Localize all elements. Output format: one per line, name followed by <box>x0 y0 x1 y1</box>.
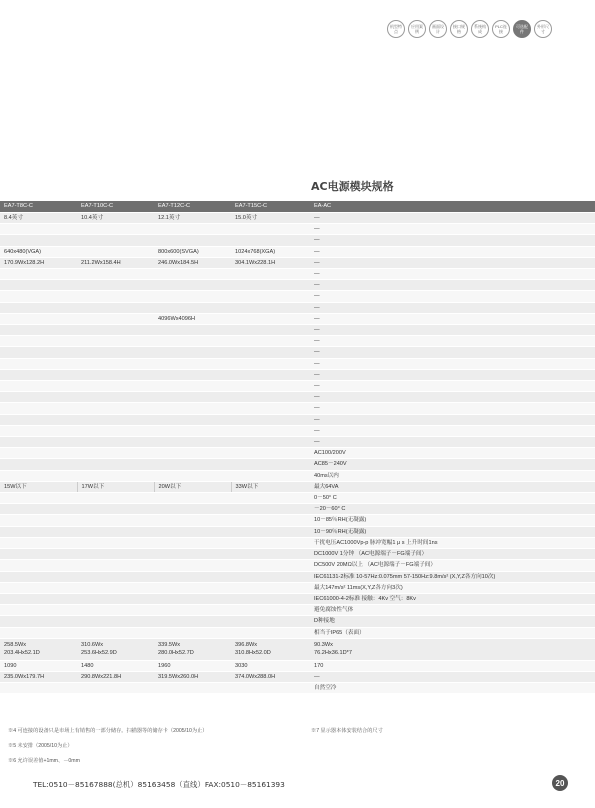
table-cell <box>77 549 154 560</box>
table-cell <box>231 369 310 380</box>
table-row <box>0 504 595 515</box>
table-cell: 800x600(SVGA) <box>154 246 231 257</box>
table-cell <box>0 571 77 582</box>
table-cell: 1024x768(XGA) <box>231 246 310 257</box>
table-cell: 3030 <box>231 660 310 671</box>
table-row <box>0 336 595 347</box>
table-cell <box>77 459 154 470</box>
table-cell <box>77 425 154 436</box>
table-cell: 211.2Wx158.4H <box>77 257 154 268</box>
table-cell <box>77 605 154 616</box>
table-cell <box>77 381 154 392</box>
table-cell <box>231 493 310 504</box>
table-row <box>0 470 595 481</box>
table-row <box>0 392 595 403</box>
table-cell <box>0 392 77 403</box>
cell-line: 396.8Wx <box>235 642 258 649</box>
table-cell <box>77 683 154 694</box>
table-cell: 170 <box>310 660 595 671</box>
table-row <box>0 280 595 291</box>
table-cell: — <box>310 347 595 358</box>
column-header: EA7-T8C-C <box>0 201 77 213</box>
table-cell <box>77 358 154 369</box>
table-cell: — <box>310 269 595 280</box>
table-cell: — <box>310 325 595 336</box>
table-cell <box>0 515 77 526</box>
table-cell: — <box>310 369 595 380</box>
table-cell <box>0 504 77 515</box>
table-cell: — <box>310 213 595 224</box>
table-cell <box>154 269 231 280</box>
table-cell <box>0 291 77 302</box>
table-cell: 290.8Wx221.8H <box>77 671 154 682</box>
notes-left <box>8 727 207 764</box>
table-cell <box>77 504 154 515</box>
table-row <box>0 414 595 425</box>
table-cell: — <box>310 437 595 448</box>
table-cell: 12.1英寸 <box>154 213 231 224</box>
table-cell: 246.0Wx184.5H <box>154 257 231 268</box>
table-cell: －20－60° C <box>310 504 595 515</box>
table-cell: 20W以下 <box>154 481 231 492</box>
table-cell: — <box>310 425 595 436</box>
table-cell <box>154 414 231 425</box>
table-cell <box>77 336 154 347</box>
table-row <box>0 381 595 392</box>
table-cell <box>0 224 77 235</box>
table-cell <box>154 683 231 694</box>
table-cell <box>0 414 77 425</box>
table-cell <box>0 493 77 504</box>
table-cell <box>154 369 231 380</box>
table-cell <box>77 470 154 481</box>
table-cell <box>0 313 77 324</box>
table-cell: 235.0Wx179.7H <box>0 671 77 682</box>
table-cell <box>154 302 231 313</box>
table-cell <box>77 235 154 246</box>
table-row <box>0 537 595 548</box>
table-row <box>0 683 595 694</box>
table-cell <box>231 437 310 448</box>
cell-line: 310.6Wx <box>81 642 104 649</box>
table-cell <box>231 224 310 235</box>
table-row <box>0 549 595 560</box>
table-cell <box>0 347 77 358</box>
table-cell <box>77 246 154 257</box>
table-cell <box>231 325 310 336</box>
table-cell: — <box>310 235 595 246</box>
table-cell <box>77 515 154 526</box>
table-row <box>0 616 595 627</box>
table-cell: 40ms以内 <box>310 470 595 481</box>
table-cell <box>231 347 310 358</box>
table-cell <box>77 302 154 313</box>
nav-tabs <box>387 20 552 38</box>
table-cell: 最大64VA <box>310 481 595 492</box>
table-cell <box>231 414 310 425</box>
table-cell <box>231 605 310 616</box>
table-row <box>0 291 595 302</box>
table-cell <box>0 526 77 537</box>
table-cell <box>310 638 595 660</box>
table-row <box>0 313 595 324</box>
table-cell: 33W以下 <box>231 481 310 492</box>
table-cell <box>154 291 231 302</box>
table-cell <box>154 437 231 448</box>
table-header-row <box>0 201 595 213</box>
table-row <box>0 347 595 358</box>
table-cell: — <box>310 224 595 235</box>
spec-table <box>0 201 595 694</box>
table-cell <box>231 526 310 537</box>
table-row <box>0 560 595 571</box>
table-cell: — <box>310 381 595 392</box>
table-cell <box>77 593 154 604</box>
table-cell <box>77 313 154 324</box>
table-cell <box>231 616 310 627</box>
table-cell <box>231 269 310 280</box>
cell-line: 76.2Hx36.1D*7 <box>314 650 352 657</box>
table-row <box>0 269 595 280</box>
table-cell: AC100/200V <box>310 448 595 459</box>
nav-tab[interactable]: 接口规格 <box>450 20 468 38</box>
table-cell <box>0 683 77 694</box>
table-cell <box>0 437 77 448</box>
table-cell <box>231 549 310 560</box>
table-cell: AC85－240V <box>310 459 595 470</box>
table-cell <box>154 638 231 660</box>
nav-tab[interactable]: 外形尺寸 <box>534 20 552 38</box>
table-cell <box>154 549 231 560</box>
table-cell <box>77 280 154 291</box>
table-cell <box>0 537 77 548</box>
table-cell <box>77 291 154 302</box>
table-cell <box>77 414 154 425</box>
table-cell <box>77 448 154 459</box>
cell-line: 258.5Wx <box>4 642 27 649</box>
table-cell <box>77 325 154 336</box>
cell-line: 339.5Wx <box>158 642 181 649</box>
note-7: ※7 显示器本体安装结合的尺寸 <box>311 728 383 734</box>
table-cell <box>154 325 231 336</box>
table-cell <box>0 582 77 593</box>
notes-right <box>311 727 383 734</box>
nav-tab[interactable]: 画面设计 <box>429 20 447 38</box>
section-title: AC电源模块规格 <box>311 180 394 193</box>
table-cell <box>77 537 154 548</box>
table-row <box>0 437 595 448</box>
table-cell <box>0 302 77 313</box>
table-cell: D种接地 <box>310 616 595 627</box>
note-4: ※4 可连接的设备只是市场上有销售的一部分储存。扫描器等的储存卡（2005/10为止） <box>8 728 208 734</box>
table-row <box>0 571 595 582</box>
table-cell: IEC61000-4-2标准 接触：4Kv 空气：8Kv <box>310 593 595 604</box>
table-cell <box>0 369 77 380</box>
table-row <box>0 448 595 459</box>
table-cell: 避免腐蚀性气体 <box>310 605 595 616</box>
table-cell <box>154 336 231 347</box>
table-cell <box>154 504 231 515</box>
table-cell: 干扰电压AC1000Vp-p 脉冲宽幅1 μ s 上升时间1ns <box>310 537 595 548</box>
table-row <box>0 481 595 492</box>
table-row <box>0 660 595 671</box>
table-cell <box>154 616 231 627</box>
table-cell: 8.4英寸 <box>0 213 77 224</box>
table-cell <box>0 616 77 627</box>
table-cell <box>231 560 310 571</box>
contact-footer: TEL:0510－85167888(总机）85163458（直线）FAX:0510－85161393 <box>33 780 285 789</box>
column-header: EA7-T12C-C <box>154 201 231 213</box>
table-cell <box>231 381 310 392</box>
table-cell <box>231 280 310 291</box>
table-cell: 1960 <box>154 660 231 671</box>
table-cell <box>154 515 231 526</box>
table-cell <box>231 459 310 470</box>
table-row <box>0 627 595 638</box>
table-cell <box>77 269 154 280</box>
table-cell <box>231 582 310 593</box>
table-cell: 4096Wx4096H <box>154 313 231 324</box>
table-cell <box>0 235 77 246</box>
table-cell: 640x480(VGA) <box>0 246 77 257</box>
table-cell <box>231 302 310 313</box>
table-cell: 最大147m/s² 11ms(X,Y,Z各方向3次) <box>310 582 595 593</box>
table-cell <box>77 392 154 403</box>
table-cell <box>154 425 231 436</box>
table-cell <box>231 336 310 347</box>
table-cell <box>0 638 77 660</box>
table-cell <box>0 459 77 470</box>
table-cell <box>231 537 310 548</box>
cell-line: 280.0Hx52.7D <box>158 650 194 657</box>
table-row <box>0 403 595 414</box>
table-cell: 10－85％RH(无凝露) <box>310 515 595 526</box>
table-cell: 1090 <box>0 660 77 671</box>
table-cell <box>154 224 231 235</box>
table-cell <box>154 537 231 548</box>
table-cell <box>231 291 310 302</box>
table-cell <box>231 638 310 660</box>
table-cell: — <box>310 403 595 414</box>
note-6: ※6 允许误差值+1mm、－0mm <box>8 758 80 764</box>
table-cell: 319.5Wx260.0H <box>154 671 231 682</box>
table-cell <box>77 560 154 571</box>
table-cell: DC500V 20MΩ以上 （AC电源端子－FG端子间） <box>310 560 595 571</box>
table-cell <box>154 582 231 593</box>
table-cell <box>77 493 154 504</box>
table-row <box>0 526 595 537</box>
table-row <box>0 593 595 604</box>
table-cell <box>231 358 310 369</box>
table-cell <box>154 593 231 604</box>
table-cell <box>0 358 77 369</box>
table-cell <box>77 369 154 380</box>
table-cell <box>154 560 231 571</box>
table-cell <box>77 347 154 358</box>
table-cell <box>154 358 231 369</box>
table-cell: 170.9Wx128.2H <box>0 257 77 268</box>
table-cell <box>0 448 77 459</box>
table-cell <box>154 381 231 392</box>
table-cell <box>154 448 231 459</box>
table-row <box>0 246 595 257</box>
table-row <box>0 325 595 336</box>
table-cell <box>154 280 231 291</box>
table-row <box>0 582 595 593</box>
cell-line: 203.4Hx52.1D <box>4 650 40 657</box>
table-cell <box>0 269 77 280</box>
table-cell <box>231 504 310 515</box>
table-cell <box>0 549 77 560</box>
table-cell: 15W以下 <box>0 481 77 492</box>
cell-line: 253.6Hx52.9D <box>81 650 117 657</box>
table-row <box>0 302 595 313</box>
table-row <box>0 459 595 470</box>
table-cell <box>231 683 310 694</box>
table-cell <box>231 515 310 526</box>
table-cell: 自然空冷 <box>310 683 595 694</box>
table-cell <box>231 593 310 604</box>
table-cell <box>231 425 310 436</box>
table-cell <box>154 526 231 537</box>
table-cell <box>154 235 231 246</box>
nav-tab[interactable]: 机型特点 <box>387 20 405 38</box>
cell-line: 310.8Hx52.0D <box>235 650 271 657</box>
column-header: EA7-T15C-C <box>231 201 310 213</box>
table-cell <box>231 470 310 481</box>
table-cell <box>231 627 310 638</box>
table-cell: 10－90％RH(无凝露) <box>310 526 595 537</box>
table-row <box>0 257 595 268</box>
table-cell <box>231 235 310 246</box>
table-cell <box>0 325 77 336</box>
table-row <box>0 638 595 660</box>
table-cell: 374.0Wx288.0H <box>231 671 310 682</box>
table-cell <box>0 280 77 291</box>
nav-tab[interactable]: 系统构成 <box>471 20 489 38</box>
table-cell: — <box>310 280 595 291</box>
table-cell: — <box>310 257 595 268</box>
table-cell <box>77 526 154 537</box>
table-cell: — <box>310 291 595 302</box>
table-cell: 相当于IP65（表面） <box>310 627 595 638</box>
table-cell <box>0 336 77 347</box>
table-cell <box>0 403 77 414</box>
table-cell: — <box>310 246 595 257</box>
table-cell: — <box>310 313 595 324</box>
table-cell: — <box>310 392 595 403</box>
table-cell <box>154 571 231 582</box>
table-cell <box>0 605 77 616</box>
table-cell: — <box>310 358 595 369</box>
table-cell <box>0 593 77 604</box>
table-cell <box>154 493 231 504</box>
table-row <box>0 213 595 224</box>
table-cell <box>231 571 310 582</box>
table-cell <box>0 470 77 481</box>
table-cell: 15.0英寸 <box>231 213 310 224</box>
table-cell <box>77 582 154 593</box>
table-cell <box>231 392 310 403</box>
table-cell <box>231 313 310 324</box>
table-cell <box>77 616 154 627</box>
column-header: EA7-T10C-C <box>77 201 154 213</box>
table-cell: 17W以下 <box>77 481 154 492</box>
table-cell <box>154 470 231 481</box>
table-row <box>0 493 595 504</box>
cell-line: 90.3Wx <box>314 642 333 649</box>
table-cell <box>231 448 310 459</box>
table-row <box>0 235 595 246</box>
table-cell: — <box>310 671 595 682</box>
table-cell <box>0 381 77 392</box>
nav-tab[interactable]: PLC连接 <box>492 20 510 38</box>
table-cell <box>154 459 231 470</box>
table-cell <box>0 627 77 638</box>
table-cell <box>154 392 231 403</box>
column-header: EA-AC <box>310 201 595 213</box>
table-cell <box>154 605 231 616</box>
table-cell <box>77 437 154 448</box>
table-cell <box>77 224 154 235</box>
table-row <box>0 671 595 682</box>
table-cell <box>77 638 154 660</box>
note-5: ※5 未安排（2005/10为止） <box>8 743 73 749</box>
table-row <box>0 358 595 369</box>
table-cell: — <box>310 336 595 347</box>
nav-tab[interactable]: 应用案例 <box>408 20 426 38</box>
table-row <box>0 224 595 235</box>
table-cell: 0－50° C <box>310 493 595 504</box>
table-cell <box>154 347 231 358</box>
table-row <box>0 369 595 380</box>
table-cell <box>0 560 77 571</box>
table-cell: — <box>310 414 595 425</box>
table-cell <box>77 627 154 638</box>
table-row <box>0 605 595 616</box>
nav-tab[interactable]: 可选配件 <box>513 20 531 38</box>
table-cell <box>77 571 154 582</box>
table-cell: — <box>310 302 595 313</box>
page-number: 20 <box>552 775 568 791</box>
table-cell <box>77 403 154 414</box>
table-row <box>0 425 595 436</box>
table-cell: IEC61131-2标准 10-57Hz:0.075mm 57-150Hz:9.8m/s² (X,Y,Z各方向10次) <box>310 571 595 582</box>
table-cell <box>154 627 231 638</box>
table-cell <box>154 403 231 414</box>
table-cell <box>231 403 310 414</box>
table-cell: 1480 <box>77 660 154 671</box>
table-cell: 10.4英寸 <box>77 213 154 224</box>
table-row <box>0 515 595 526</box>
table-cell: 304.1Wx228.1H <box>231 257 310 268</box>
table-cell: DC1000V 1分钟 （AC电源端子－FG端子间） <box>310 549 595 560</box>
table-cell <box>0 425 77 436</box>
